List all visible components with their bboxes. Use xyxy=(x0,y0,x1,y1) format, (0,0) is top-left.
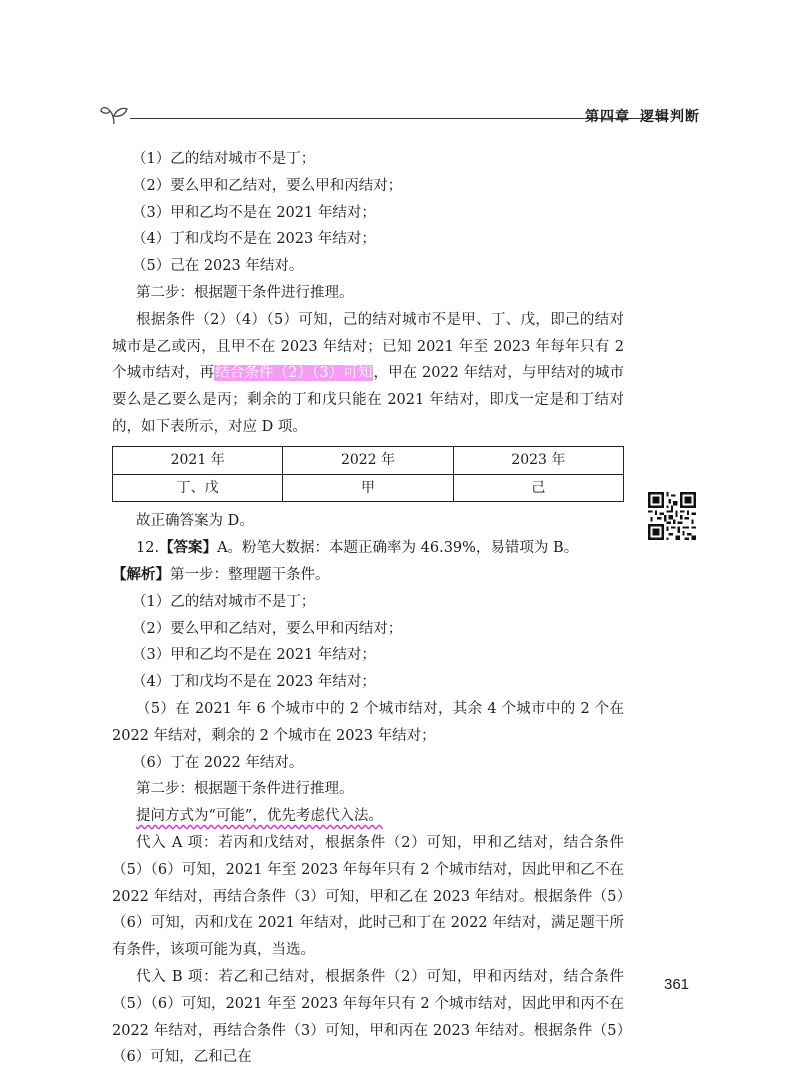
pairing-table xyxy=(112,446,624,503)
table-cell: 甲 xyxy=(283,474,453,502)
answer-tag: 【答案】 xyxy=(159,539,218,557)
question-12-answer xyxy=(112,535,624,562)
condition-b-2: （2）要么甲和乙结对，要么甲和丙结对； xyxy=(132,620,403,637)
conclusion: 故正确答案为 D。 xyxy=(136,513,254,530)
condition-a-1: （1）乙的结对城市不是丁； xyxy=(132,151,316,167)
qr-code-icon[interactable] xyxy=(648,492,696,540)
reasoning-paragraph xyxy=(112,307,624,441)
condition-b-5: （5）在 2021 年 6 个城市中的 2 个城市结对，其余 4 个城市中的 2 个在 2022 年结对，剩余的 2 个城市在 2023 年结对； xyxy=(112,700,624,744)
table-header-cell: 2022 年 xyxy=(283,446,453,474)
chapter-label: 第四章 xyxy=(585,109,630,125)
reasoning-part-2: ，甲在 2022 年结对，与甲结对的城市要么是乙要么是丙；剩余的丁和戊只能在 2021 年结对，即戊一定是和丁结对的，如下表所示，对应 D 项。 xyxy=(112,365,625,435)
condition-a-2: （2）要么甲和乙结对，要么甲和丙结对； xyxy=(132,177,403,194)
condition-b-3: （3）甲和乙均不是在 2021 年结对； xyxy=(132,647,376,664)
condition-a-5: （5）己在 2023 年结对。 xyxy=(132,258,304,275)
table-cell: 丁、戊 xyxy=(113,474,283,502)
option-a-analysis: 代入 A 项：若丙和戊结对，根据条件（2）可知，甲和乙结对，结合条件（5）（6）可知，2021 年至 2023 年每年只有 2 个城市结对，因此甲和乙不在 2022 年结对，再结合条件（3）可知，甲和乙在 2023 年结对。根据条件（5）（6）可知，丙和戊在 2021 年结对，此时己和丁在 2022 年结对，满足题干所有条件，该项可能为真，当选。 xyxy=(112,834,624,959)
analysis-line xyxy=(112,562,624,589)
condition-a-3: （3）甲和乙均不是在 2021 年结对； xyxy=(132,204,376,221)
highlighted-phrase: 结合条件（2）（3）可知 xyxy=(215,365,373,382)
table-header-cell: 2023 年 xyxy=(453,446,623,474)
condition-b-6: （6）丁在 2022 年结对。 xyxy=(132,754,304,771)
table-header-cell: 2021 年 xyxy=(113,446,283,474)
answer-text: A。粉笔大数据：本题正确率为 46.39%，易错项为 B。 xyxy=(217,540,579,557)
step-two-heading-b: 第二步：根据题干条件进行推理。 xyxy=(136,781,354,798)
table-cell: 己 xyxy=(453,474,623,502)
condition-b-1: （1）乙的结对城市不是丁； xyxy=(132,593,316,610)
sprout-icon xyxy=(100,104,128,126)
option-b-analysis: 代入 B 项：若乙和己结对，根据条件（2）可知，甲和丙结对，结合条件（5）（6）可知，2021 年至 2023 年每年只有 2 个城市结对，因此甲和丙不在 2022 年结对，再结合条件（3）可知，甲和丙在 2023 年结对。根据条件（5）（6）可知，乙和己在 xyxy=(112,968,624,1066)
step-two-heading: 第二步：根据题干条件进行推理。 xyxy=(136,284,354,301)
table-row xyxy=(113,474,624,502)
page-number: 361 xyxy=(664,976,690,993)
condition-b-4: （4）丁和戊均不是在 2023 年结对； xyxy=(132,674,376,691)
analysis-text: 第一步：整理题干条件。 xyxy=(170,566,330,583)
reasoning-part-1: 根据条件（2）（4）（5）可知，己的结对城市不是甲、丁、戊，即己的结对城市是乙或丙，且甲不在 2023 年结对；已知 2021 年至 2023 年每年只有 2 个城市结对，再 xyxy=(112,311,624,382)
table-header-row xyxy=(113,446,624,474)
method-tip xyxy=(112,803,624,830)
chapter-title: 逻辑判断 xyxy=(640,109,700,125)
question-number: 12. xyxy=(136,540,160,557)
method-tip-text: 提问方式为“可能”，优先考虑代入法。 xyxy=(136,808,383,825)
analysis-tag: 【解析】 xyxy=(112,565,170,583)
condition-a-4: （4）丁和戊均不是在 2023 年结对； xyxy=(132,231,376,248)
page-body xyxy=(112,146,624,1071)
page-header xyxy=(100,104,700,130)
chapter-heading xyxy=(585,106,700,126)
